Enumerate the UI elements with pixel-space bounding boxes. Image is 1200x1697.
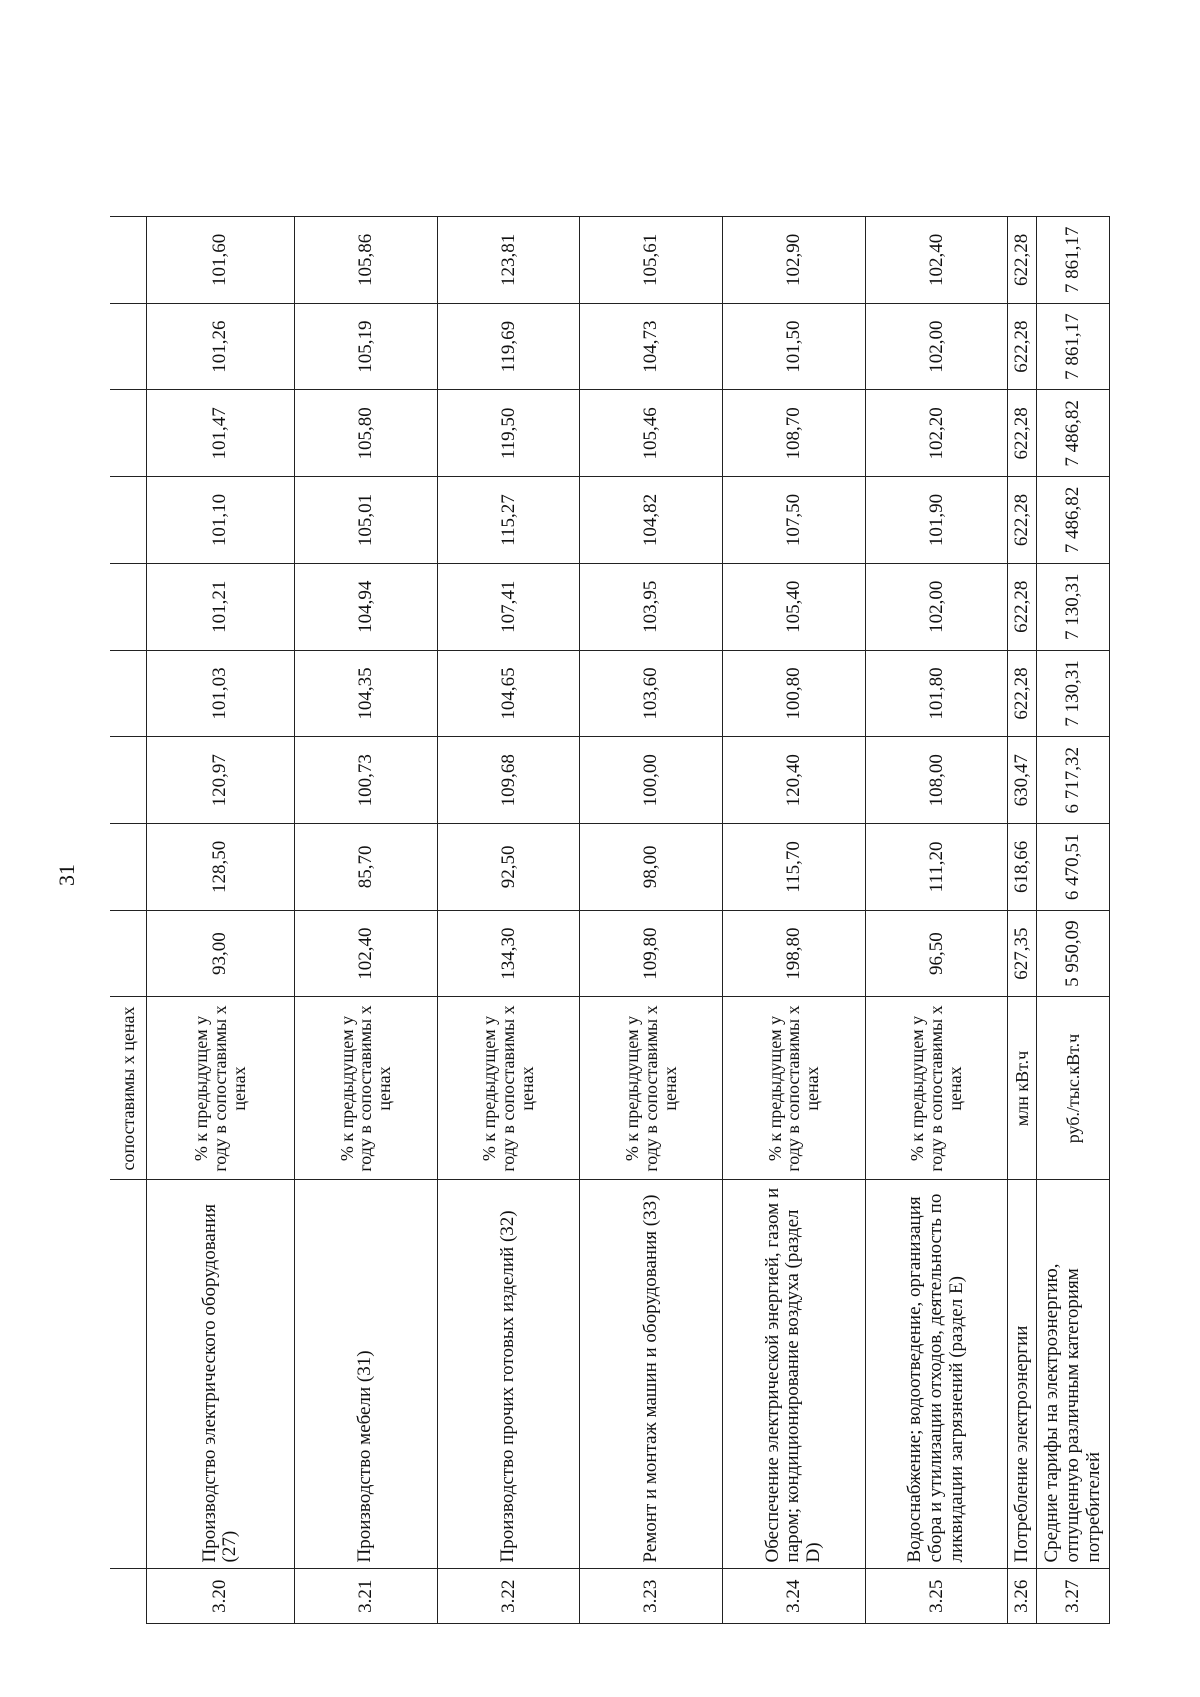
value-cell: 198,80	[723, 910, 866, 997]
value-cell: 107,50	[723, 477, 866, 564]
value-cell: 101,80	[865, 650, 1008, 737]
value-cell: 100,80	[723, 650, 866, 737]
value-cell: 120,97	[146, 737, 294, 824]
value-cell: 101,90	[865, 477, 1008, 564]
value-cell: 105,19	[295, 303, 438, 390]
value-cell: 102,90	[723, 217, 866, 304]
value-cell: 104,65	[437, 650, 580, 737]
value-cell: 109,80	[580, 910, 723, 997]
table-row	[580, 217, 723, 1624]
value-cell: 107,41	[437, 563, 580, 650]
value-cell: 102,00	[865, 303, 1008, 390]
continued-num-cell	[110, 1569, 146, 1624]
value-cell: 128,50	[146, 824, 294, 911]
value-cell: 85,70	[295, 824, 438, 911]
value-cell: 101,60	[146, 217, 294, 304]
continued-value-cell	[110, 824, 146, 911]
indicator-name-cell: Производство прочих готовых изделий (32)	[437, 1180, 580, 1569]
value-cell: 7 130,31	[1037, 563, 1110, 650]
value-cell: 119,69	[437, 303, 580, 390]
rotated-table-container	[110, 216, 1110, 1624]
unit-cell: % к предыдущем у году в сопоставимы х ценах	[437, 997, 580, 1180]
value-cell: 622,28	[1008, 650, 1037, 737]
value-cell: 7 486,82	[1037, 477, 1110, 564]
indicator-name-cell: Ремонт и монтаж машин и оборудования (33)	[580, 1180, 723, 1569]
indicator-name-cell: Водоснабжение; водоотведение, организация сбора и утилизации отходов, деятельность по ликвидации загрязнений (раздел E)	[865, 1180, 1008, 1569]
value-cell: 104,35	[295, 650, 438, 737]
value-cell: 111,20	[865, 824, 1008, 911]
value-cell: 622,28	[1008, 303, 1037, 390]
unit-cell: руб./тыс.кВт.ч	[1037, 997, 1110, 1180]
row-number-cell: 3.24	[723, 1569, 866, 1624]
indicator-name-cell: Производство мебели (31)	[295, 1180, 438, 1569]
value-cell: 100,73	[295, 737, 438, 824]
value-cell: 108,00	[865, 737, 1008, 824]
row-number-cell: 3.22	[437, 1569, 580, 1624]
table-row	[146, 217, 294, 1624]
continued-value-cell	[110, 737, 146, 824]
value-cell: 104,73	[580, 303, 723, 390]
indicator-name-cell: Производство электрического оборудования (27)	[146, 1180, 294, 1569]
value-cell: 618,66	[1008, 824, 1037, 911]
value-cell: 96,50	[865, 910, 1008, 997]
table-row	[295, 217, 438, 1624]
value-cell: 104,82	[580, 477, 723, 564]
continued-value-cell	[110, 303, 146, 390]
value-cell: 7 861,17	[1037, 303, 1110, 390]
unit-cell: % к предыдущем у году в сопоставимы х ценах	[146, 997, 294, 1180]
value-cell: 105,61	[580, 217, 723, 304]
value-cell: 622,28	[1008, 477, 1037, 564]
row-number-cell: 3.21	[295, 1569, 438, 1624]
indicator-name-cell: Обеспечение электрической энергией, газом и паром; кондиционирование воздуха (раздел D)	[723, 1180, 866, 1569]
value-cell: 103,60	[580, 650, 723, 737]
table-row	[1008, 217, 1037, 1624]
value-cell: 105,86	[295, 217, 438, 304]
value-cell: 105,46	[580, 390, 723, 477]
value-cell: 93,00	[146, 910, 294, 997]
row-number-cell: 3.26	[1008, 1569, 1037, 1624]
value-cell: 101,50	[723, 303, 866, 390]
unit-cell: % к предыдущем у году в сопоставимы х ценах	[723, 997, 866, 1180]
value-cell: 105,01	[295, 477, 438, 564]
indicators-table	[110, 216, 1110, 1624]
value-cell: 120,40	[723, 737, 866, 824]
table-row	[437, 217, 580, 1624]
value-cell: 100,00	[580, 737, 723, 824]
value-cell: 105,40	[723, 563, 866, 650]
value-cell: 134,30	[437, 910, 580, 997]
continued-value-cell	[110, 910, 146, 997]
row-number-cell: 3.20	[146, 1569, 294, 1624]
value-cell: 622,28	[1008, 390, 1037, 477]
value-cell: 101,26	[146, 303, 294, 390]
row-number-cell: 3.27	[1037, 1569, 1110, 1624]
value-cell: 101,21	[146, 563, 294, 650]
value-cell: 102,40	[295, 910, 438, 997]
value-cell: 102,40	[865, 217, 1008, 304]
value-cell: 108,70	[723, 390, 866, 477]
value-cell: 115,70	[723, 824, 866, 911]
value-cell: 7 486,82	[1037, 390, 1110, 477]
row-number-cell: 3.23	[580, 1569, 723, 1624]
unit-cell: млн кВт.ч	[1008, 997, 1037, 1180]
value-cell: 102,20	[865, 390, 1008, 477]
value-cell: 630,47	[1008, 737, 1037, 824]
value-cell: 109,68	[437, 737, 580, 824]
continued-row	[110, 217, 146, 1624]
value-cell: 119,50	[437, 390, 580, 477]
value-cell: 622,28	[1008, 563, 1037, 650]
value-cell: 7 861,17	[1037, 217, 1110, 304]
value-cell: 7 130,31	[1037, 650, 1110, 737]
indicator-name-cell: Средние тарифы на электроэнергию, отпущенную различным категориям потребителей	[1037, 1180, 1110, 1569]
continued-value-cell	[110, 650, 146, 737]
value-cell: 105,80	[295, 390, 438, 477]
value-cell: 6 717,32	[1037, 737, 1110, 824]
continued-unit-cell: сопоставимы х ценах	[110, 997, 146, 1180]
continued-name-cell	[110, 1180, 146, 1569]
unit-cell: % к предыдущем у году в сопоставимы х ценах	[580, 997, 723, 1180]
value-cell: 104,94	[295, 563, 438, 650]
continued-value-cell	[110, 217, 146, 304]
table-row	[865, 217, 1008, 1624]
unit-cell: % к предыдущем у году в сопоставимы х ценах	[865, 997, 1008, 1180]
continued-value-cell	[110, 477, 146, 564]
value-cell: 6 470,51	[1037, 824, 1110, 911]
indicator-name-cell: Потребление электроэнергии	[1008, 1180, 1037, 1569]
value-cell: 101,03	[146, 650, 294, 737]
value-cell: 98,00	[580, 824, 723, 911]
value-cell: 622,28	[1008, 217, 1037, 304]
unit-cell: % к предыдущем у году в сопоставимы х ценах	[295, 997, 438, 1180]
value-cell: 102,00	[865, 563, 1008, 650]
continued-value-cell	[110, 390, 146, 477]
value-cell: 115,27	[437, 477, 580, 564]
value-cell: 627,35	[1008, 910, 1037, 997]
table-row	[723, 217, 866, 1624]
value-cell: 92,50	[437, 824, 580, 911]
value-cell: 103,95	[580, 563, 723, 650]
value-cell: 5 950,09	[1037, 910, 1110, 997]
table-row	[1037, 217, 1110, 1624]
row-number-cell: 3.25	[865, 1569, 1008, 1624]
value-cell: 101,10	[146, 477, 294, 564]
page-number: 31	[54, 864, 79, 886]
continued-value-cell	[110, 563, 146, 650]
value-cell: 123,81	[437, 217, 580, 304]
value-cell: 101,47	[146, 390, 294, 477]
